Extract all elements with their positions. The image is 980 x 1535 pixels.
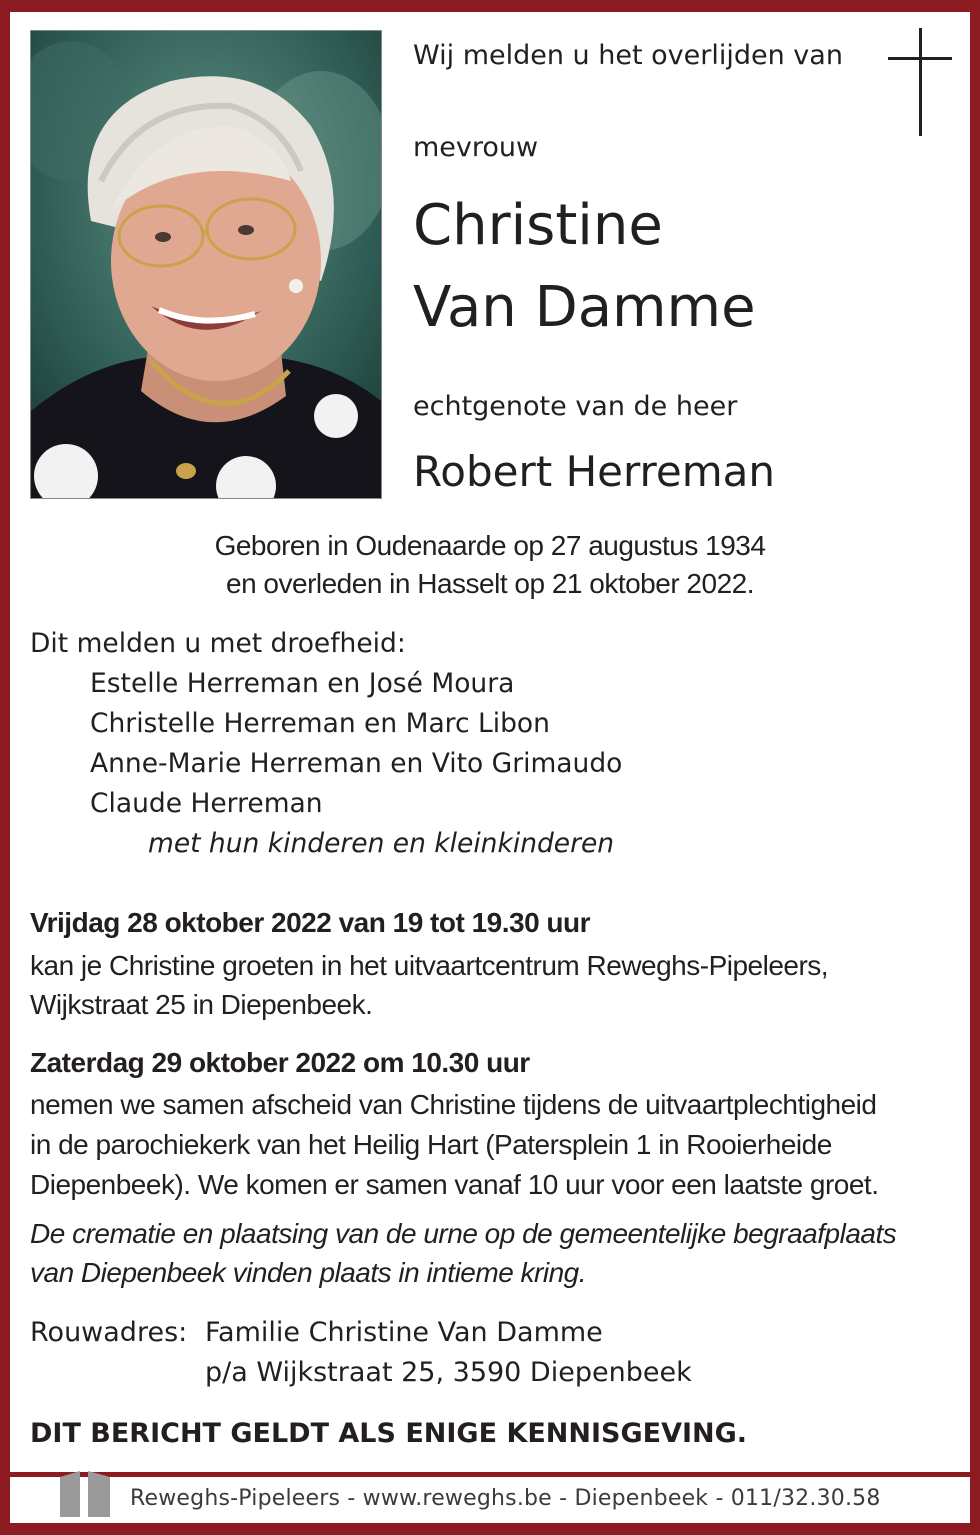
cremation-line: De crematie en plaatsing van de urne op de gemeentelijke begraafplaats xyxy=(30,1218,897,1249)
ceremony-line: in de parochiekerk van het Heilig Hart (Patersplein 1 in Rooierheide xyxy=(30,1129,832,1160)
mourner-name: Anne-Marie Herreman en Vito Grimaudo xyxy=(90,748,623,779)
frame-right xyxy=(970,0,980,1535)
frame-bottom xyxy=(0,1523,980,1535)
mourners-note: met hun kinderen en kleinkinderen xyxy=(148,828,615,859)
address-line: p/a Wijkstraat 25, 3590 Diepenbeek xyxy=(205,1357,692,1388)
ceremony-heading: Zaterdag 29 oktober 2022 om 10.30 uur xyxy=(30,1047,530,1078)
spouse-name: Robert Herreman xyxy=(413,447,775,496)
mourner-name: Estelle Herreman en José Moura xyxy=(90,668,515,699)
birth-line: Geboren in Oudenaarde op 27 augustus 1934 xyxy=(214,530,766,561)
footer-contact: Reweghs-Pipeleers - www.reweghs.be - Diepenbeek - 011/32.30.58 xyxy=(130,1486,881,1511)
portrait-photo xyxy=(30,30,382,499)
mourners-intro: Dit melden u met droefheid: xyxy=(30,628,406,659)
death-line: en overleden in Hasselt op 21 oktober 2022. xyxy=(226,568,754,599)
footer-rule xyxy=(10,1472,970,1477)
address-label: Rouwadres: xyxy=(30,1317,188,1348)
relation-text: echtgenote van de heer xyxy=(413,391,738,422)
frame-left xyxy=(0,0,10,1535)
mourner-name: Claude Herreman xyxy=(90,788,323,819)
deceased-last-name: Van Damme xyxy=(413,275,756,340)
viewing-line: kan je Christine groeten in het uitvaartcentrum Reweghs-Pipeleers, xyxy=(30,950,829,981)
cross-icon xyxy=(888,28,954,138)
viewing-heading: Vrijdag 28 oktober 2022 van 19 tot 19.30 uur xyxy=(30,907,591,938)
ceremony-line: Diepenbeek). We komen er samen vanaf 10 uur voor een laatste groet. xyxy=(30,1169,879,1200)
frame-top xyxy=(0,0,980,12)
viewing-line: Wijkstraat 25 in Diepenbeek. xyxy=(30,989,373,1020)
deceased-first-name: Christine xyxy=(413,193,663,258)
announcement-intro: Wij melden u het overlijden van xyxy=(413,40,843,71)
notice-text: DIT BERICHT GELDT ALS ENIGE KENNISGEVING. xyxy=(30,1418,748,1449)
mourner-name: Christelle Herreman en Marc Libon xyxy=(90,708,550,739)
funeral-home-logo-icon xyxy=(58,1469,114,1519)
cremation-line: van Diepenbeek vinden plaats in intieme kring. xyxy=(30,1257,587,1288)
ceremony-line: nemen we samen afscheid van Christine tijdens de uitvaartplechtigheid xyxy=(30,1089,877,1120)
honorific: mevrouw xyxy=(413,132,539,163)
address-line: Familie Christine Van Damme xyxy=(205,1317,603,1348)
